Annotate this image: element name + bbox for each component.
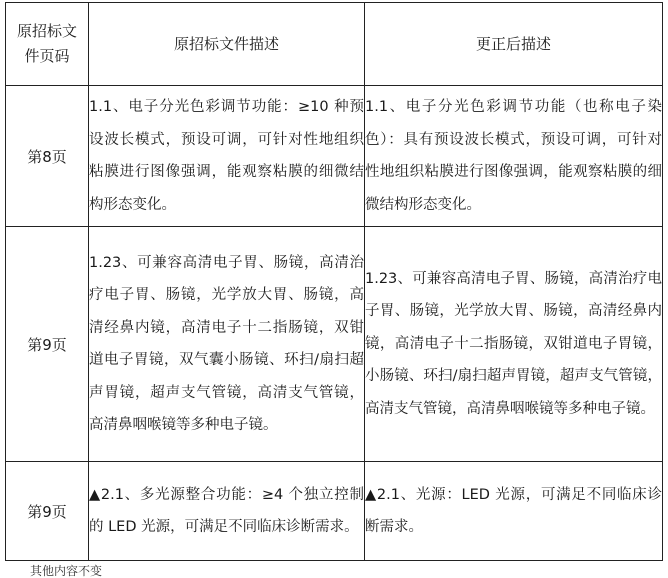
table-row <box>6 86 663 227</box>
footer-note: 其他内容不变 <box>30 564 103 578</box>
table-header-row <box>6 3 663 86</box>
header-original-description: 原招标文件描述 <box>89 3 365 86</box>
amendment-table <box>5 2 663 561</box>
row-page-number: 第8页 <box>6 86 89 227</box>
row-original-description: 1.1、电子分光色彩调节功能：≥10 种预设波长模式，预设可调，可针对性地组织粘膜进行图像强调，能观察粘膜的细微结构形态变化。 <box>89 86 365 227</box>
table-row <box>6 462 663 561</box>
row-revised-description: 1.1、电子分光色彩调节功能（也称电子染色）：具有预设波长模式，预设可调，可针对性地组织粘膜进行图像强调，能观察粘膜的细微结构形态变化。 <box>365 86 663 227</box>
header-revised-description: 更正后描述 <box>365 3 663 86</box>
row-page-number: 第9页 <box>6 462 89 561</box>
row-original-description: ▲2.1、多光源整合功能：≥4 个独立控制的 LED 光源，可满足不同临床诊断需求。 <box>89 462 365 561</box>
table-row <box>6 227 663 462</box>
row-revised-description: ▲2.1、光源：LED 光源，可满足不同临床诊断需求。 <box>365 462 663 561</box>
header-page-number: 原招标文件页码 <box>6 3 89 86</box>
row-original-description: 1.23、可兼容高清电子胃、肠镜，高清治疗电子胃、肠镜，光学放大胃、肠镜，高清经鼻内镜，高清电子十二指肠镜，双钳道电子胃镜，双气囊小肠镜、环扫/扇扫超声胃镜，超声支气管镜，高清支气管镜，高清鼻咽喉镜等多种电子镜。 <box>89 227 365 462</box>
row-revised-description: 1.23、可兼容高清电子胃、肠镜，高清治疗电子胃、肠镜，光学放大胃、肠镜，高清经鼻内镜，高清电子十二指肠镜，双钳道电子胃镜，小肠镜、环扫/扇扫超声胃镜，超声支气管镜，高清支气管镜，高清鼻咽喉镜等多种电子镜。 <box>365 227 663 462</box>
row-page-number: 第9页 <box>6 227 89 462</box>
